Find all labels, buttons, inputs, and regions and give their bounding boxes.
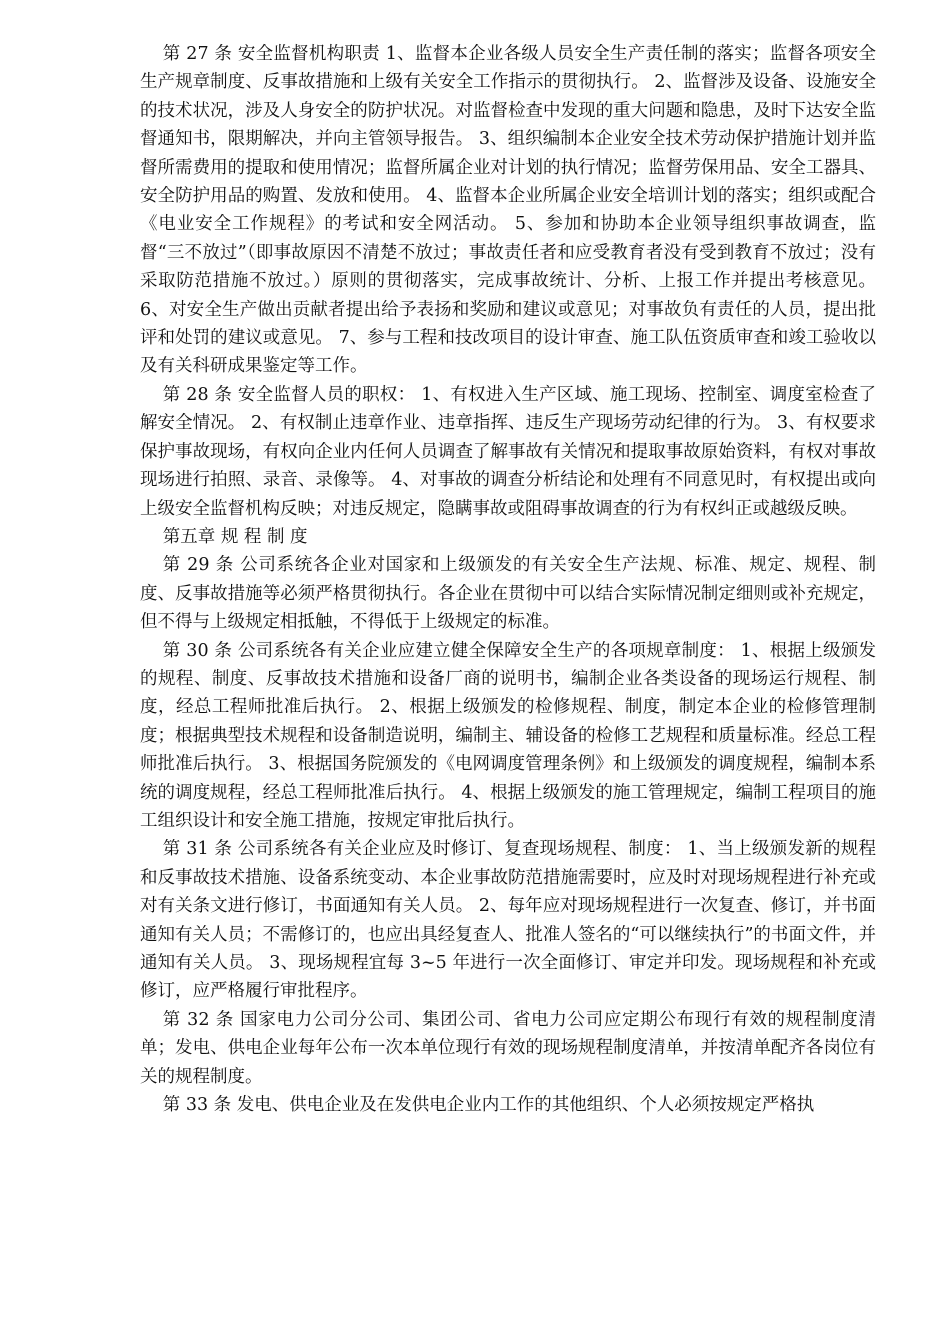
chapter-5-heading: 第五章 规 程 制 度 [162,526,308,547]
article-28-paragraph: 第 28 条 安全监督人员的职权： 1、有权进入生产区域、施工现场、控制室、调度室检查了解安全情况。 2、有权制止违章作业、违章指挥、违反生产现场劳动纪律的行为。 3、有权要求保护事故现场，有权向企业内任何人员调查了解事故有关情况和提取事故原始资料，有权对事故现场进行拍照、录音、录像等。 4、对事故的调查分析结论和处理有不同意见时，有权提出或向上级安全监督机构反映；对违反规定，隐瞒事故或阻碍事故调查的行为有权纠正或越级反映。 [140,384,876,519]
article-29-paragraph: 第 29 条 公司系统各企业对国家和上级颁发的有关安全生产法规、标准、规定、规程、制度、反事故措施等必须严格贯彻执行。各企业在贯彻中可以结合实际情况制定细则或补充规定，但不得与上级规定相抵触，不得低于上级规定的标准。 [140,555,876,633]
article-30-paragraph: 第 30 条 公司系统各有关企业应建立健全保障安全生产的各项规章制度： 1、根据上级颁发的规程、制度、反事故技术措施和设备厂商的说明书，编制企业各类设备的现场运行规程、制度，经总工程师批准后执行。 2、根据上级颁发的检修规程、制度，制定本企业的检修管理制度；根据典型技术规程和设备制造说明，编制主、辅设备的检修工艺规程和质量标准。经总工程师批准后执行。 3、根据国务院颁发的《电网调度管理条例》和上级颁发的调度规程，编制本系统的调度规程，经总工程师批准后执行。 4、根据上级颁发的施工管理规定，编制工程项目的施工组织设计和安全施工措施，按规定审批后执行。 [140,640,876,831]
article-33-paragraph: 第 33 条 发电、供电企业及在发供电企业内工作的其他组织、个人必须按规定严格执 [162,1095,815,1116]
article-27-paragraph: 第 27 条 安全监督机构职责 1、监督本企业各级人员安全生产责任制的落实；监督各项安全生产规章制度、反事故措施和上级有关安全工作指示的贯彻执行。 2、监督涉及设备、设施安全的技术状况，涉及人身安全的防护状况。对监督检查中发现的重大问题和隐患，及时下达安全监督通知书，限期解决，并向主管领导报告。 3、组织编制本企业安全技术劳动保护措施计划并监督所需费用的提取和使用情况；监督所属企业对计划的执行情况；监督劳保用品、安全工器具、安全防护用品的购置、发放和使用。 4、监督本企业所属企业安全培训计划的落实；组织或配合《电业安全工作规程》的考试和安全网活动。 5、参加和协助本企业领导组织事故调查，监督“三不放过”（即事故原因不清楚不放过；事故责任者和应受教育者没有受到教育不放过；没有采取防范措施不放过。）原则的贯彻落实，完成事故统计、分析、上报工作并提出考核意见。 6、对安全生产做出贡献者提出给予表扬和奖励和建议或意见；对事故负有责任的人员，提出批评和处罚的建议或意见。 7、参与工程和技改项目的设计审查、施工队伍资质审查和竣工验收以及有关科研成果鉴定等工作。 [140,44,876,377]
document-page [140,40,876,1119]
article-31-paragraph: 第 31 条 公司系统各有关企业应及时修订、复查现场规程、制度： 1、当上级颁发新的规程和反事故技术措施、设备系统变动、本企业事故防范措施需要时，应及时对现场规程进行补充或对有关条文进行修订，书面通知有关人员。 2、每年应对现场规程进行一次复查、修订，并书面通知有关人员；不需修订的，也应出具经复查人、批准人签名的“可以继续执行”的书面文件，并通知有关人员。 3、现场规程宜每 3~5 年进行一次全面修订、审定并印发。现场规程和补充或修订，应严格履行审批程序。 [140,839,876,1002]
article-32-paragraph: 第 32 条 国家电力公司分公司、集团公司、省电力公司应定期公布现行有效的规程制度清单；发电、供电企业每年公布一次本单位现行有效的现场规程制度清单，并按清单配齐各岗位有关的规程制度。 [140,1009,876,1087]
